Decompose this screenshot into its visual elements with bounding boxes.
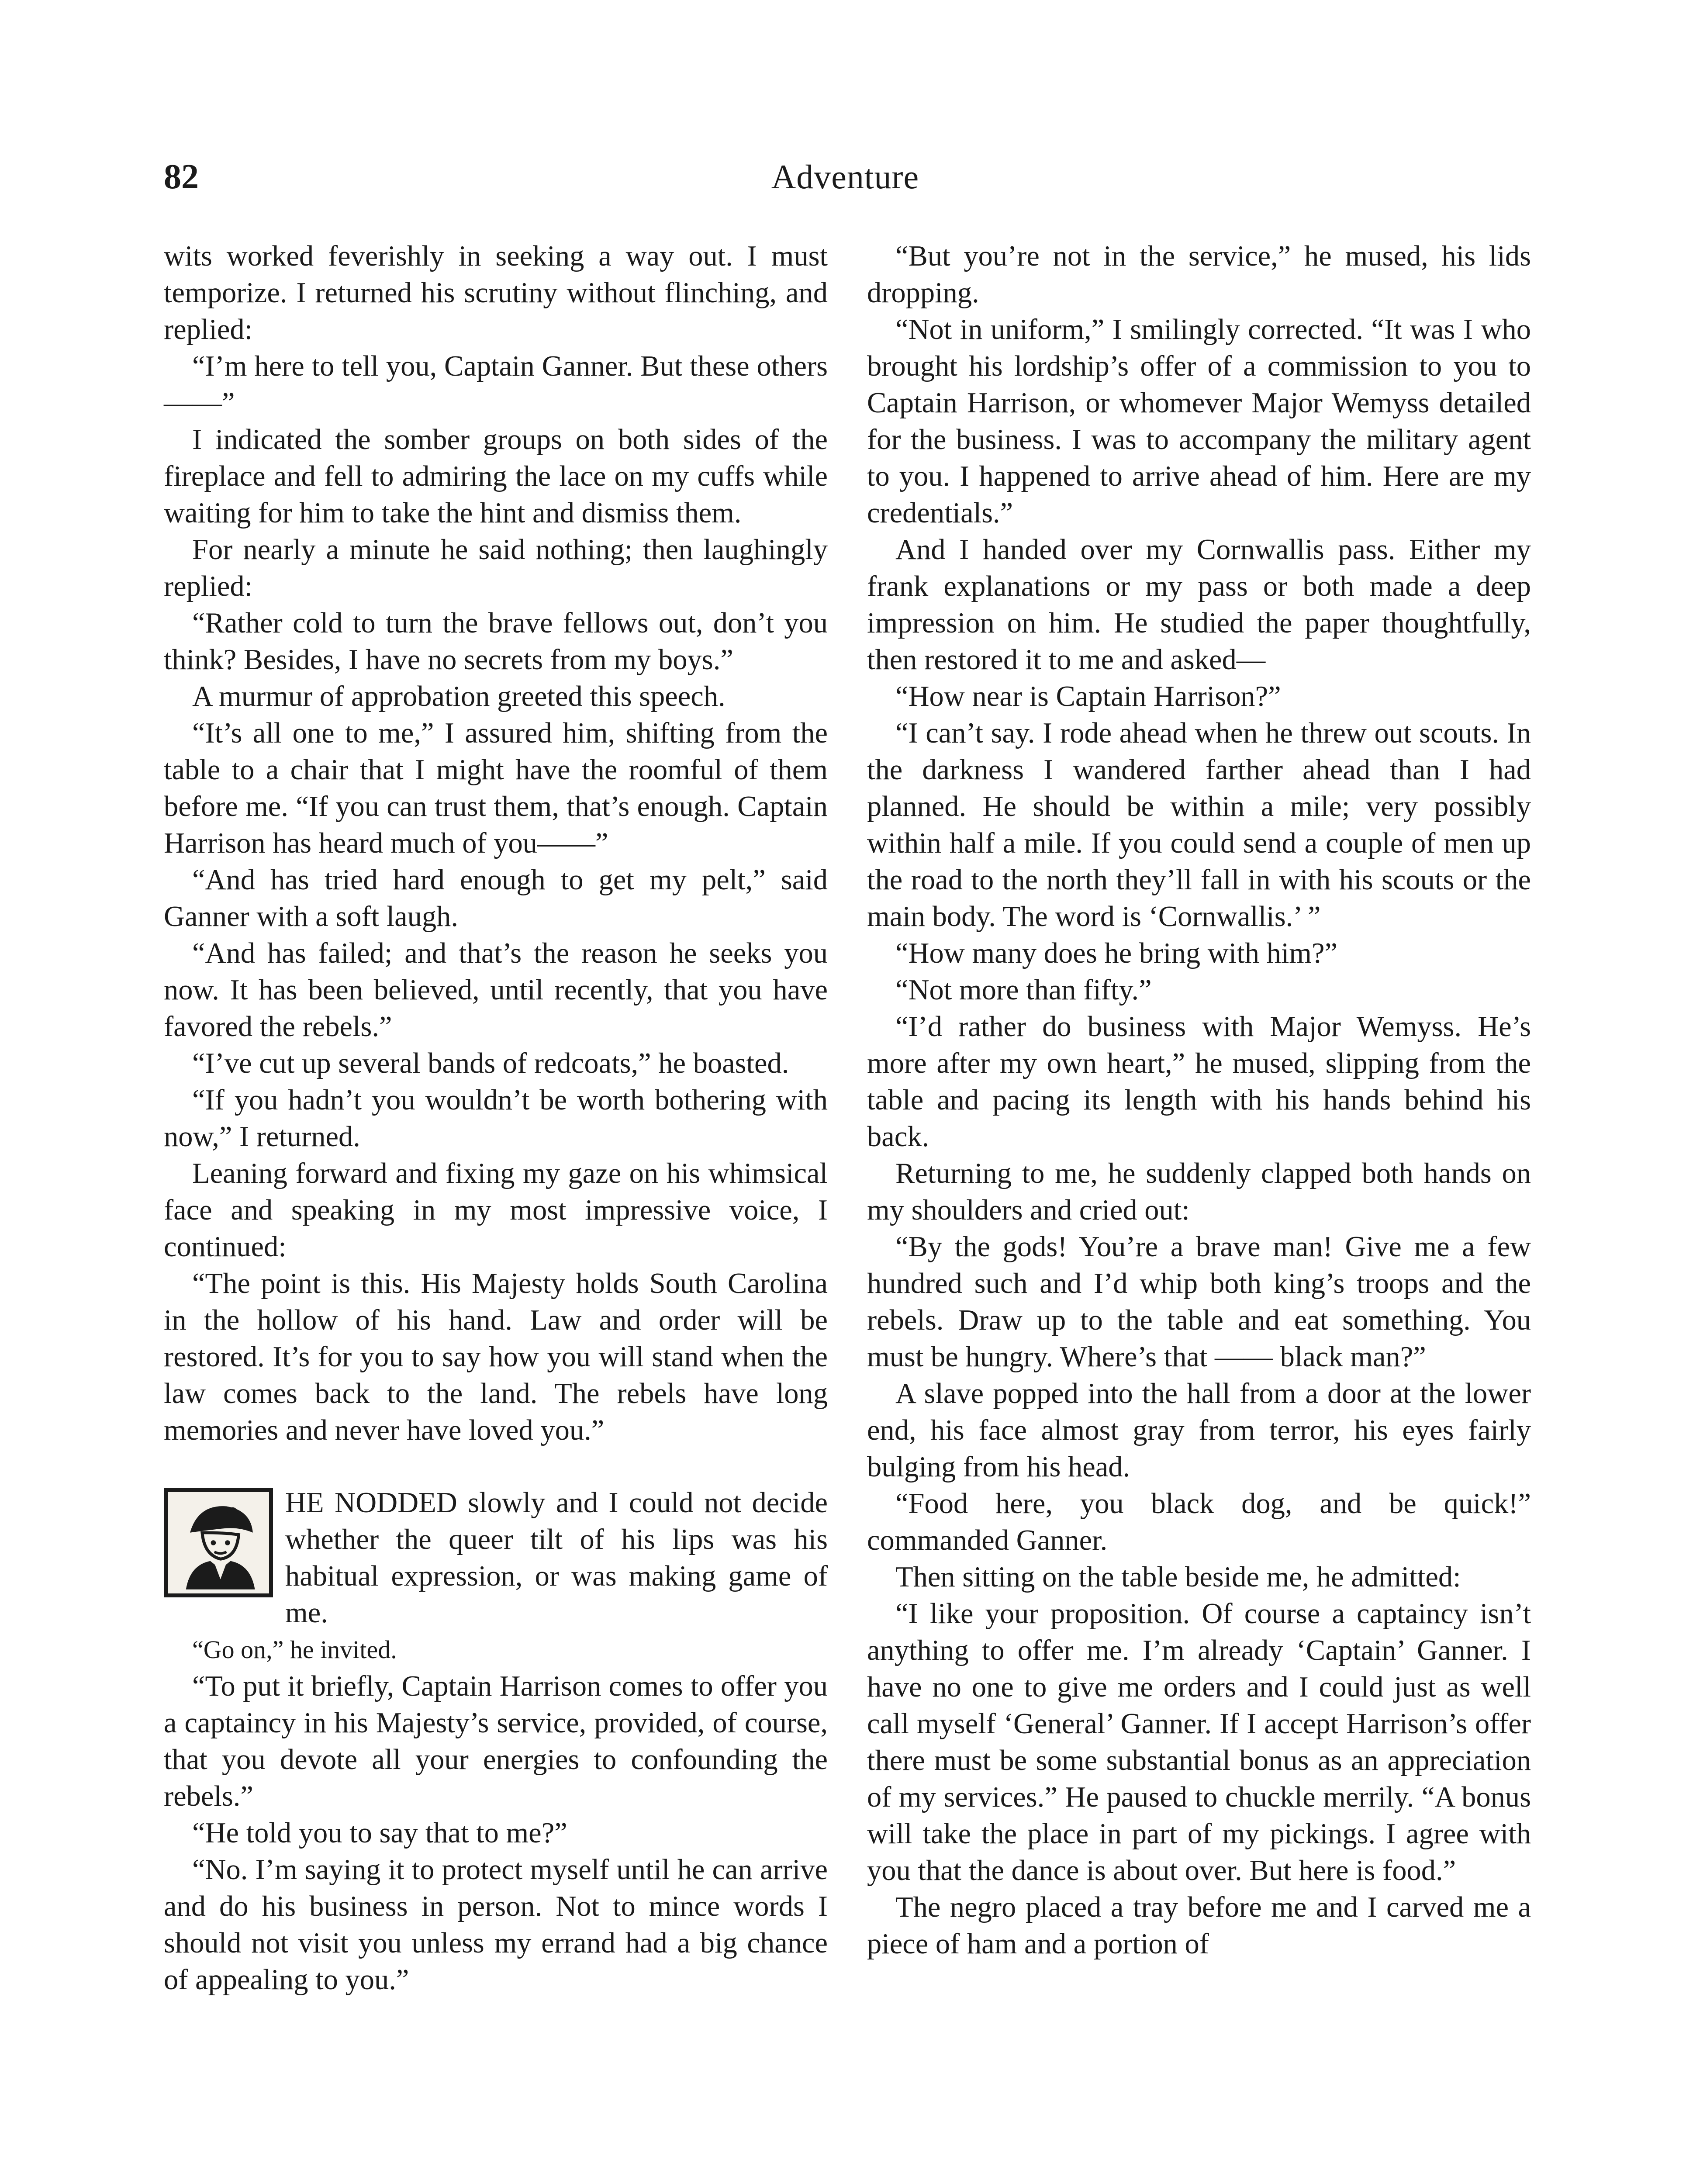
paragraph: A slave popped into the hall from a door at the lower end, his face almost gray from terror, his eyes fairly bulging from his head. — [867, 1378, 1531, 1483]
paragraph: “Go on,” he invited. — [192, 1635, 397, 1664]
paragraph: “I can’t say. I rode ahead when he threw out scouts. In the darkness I wandered farther ahead than I had planned. He should be within a mile; very possibly within half a mile. If you could send a couple of men up the road to the north they’ll fall in with his scouts or the main body. The word is ‘Cornwallis.’ ” — [867, 717, 1531, 933]
paragraph: wits worked feverishly in seeking a way out. I must temporize. I returned his scrutiny without flinching, and replied: — [164, 240, 828, 346]
paragraph: “And has tried hard enough to get my pelt,” said Ganner with a soft laugh. — [164, 864, 828, 933]
paragraph: “Rather cold to turn the brave fellows out, don’t you think? Besides, I have no secrets from my boys.” — [164, 607, 828, 676]
right-column — [867, 238, 1531, 1963]
section-break — [164, 1449, 828, 1485]
paragraph: “The point is this. His Majesty holds South Carolina in the hollow of his hand. Law and order will be restored. It’s for you to say how you will stand when the law comes back to the land. The rebels have long memories and never have loved you.” — [164, 1268, 828, 1446]
paragraph: The negro placed a tray before me and I carved me a piece of ham and a portion of — [867, 1891, 1531, 1960]
paragraph: Then sitting on the table beside me, he admitted: — [895, 1561, 1461, 1593]
paragraph: “I’d rather do business with Major Wemyss. He’s more after my own heart,” he mused, slipping from the table and pacing its length with his hands behind his back. — [867, 1011, 1531, 1153]
paragraph: “To put it briefly, Captain Harrison comes to offer you a captaincy in his Majesty’s service, provided, of course, that you devote all your energies to confounding the rebels.” — [164, 1670, 828, 1812]
paragraph: “But you’re not in the service,” he mused, his lids dropping. — [867, 240, 1531, 309]
paragraph: “I like your proposition. Of course a captaincy isn’t anything to offer me. I’m already ‘Captain’ Ganner. I have no one to give me orders and I could just as well call myself ‘General’ Ganner. If I accept Harrison’s offer there must be some substantial bonus as an appreciation of my services.” He paused to chuckle merrily. “A bonus will take the place in part of my pickings. I agree with you that the dance is about over. But here is food.” — [867, 1598, 1531, 1887]
magazine-title: Adventure — [771, 158, 919, 196]
paragraph: “How many does he bring with him?” — [895, 937, 1338, 969]
dropcap-paragraph-text: slowly and I could not decide whether the queer tilt of his lips was his habitual expression, or was making game of me. — [285, 1487, 828, 1629]
paragraph: “No. I’m saying it to protect myself until he can arrive and do his business in person. Not to mince words I should not visit you unless my errand had a big chance of appealing to you.” — [164, 1854, 828, 1996]
page-header — [164, 151, 1527, 212]
dropcap-paragraph — [164, 1485, 828, 1631]
left-column — [164, 238, 828, 1998]
paragraph: Leaning forward and fixing my gaze on his whimsical face and speaking in my most impressive voice, I continued: — [164, 1158, 828, 1263]
page-number: 82 — [164, 158, 199, 196]
paragraph: And I handed over my Cornwallis pass. Either my frank explanations or my pass or both made a deep impression on him. He studied the paper thoughtfully, then restored it to me and asked— — [867, 534, 1531, 676]
paragraph: Returning to me, he suddenly clapped both hands on my shoulders and cried out: — [867, 1158, 1531, 1226]
paragraph: A murmur of approbation greeted this speech. — [192, 681, 726, 712]
paragraph: “By the gods! You’re a brave man! Give me a few hundred such and I’d whip both king’s troops and the rebels. Draw up to the table and eat something. You must be hungry. Where’s that —— black man?” — [867, 1231, 1531, 1373]
paragraph: I indicated the somber groups on both sides of the fireplace and fell to admiring the lace on my cuffs while waiting for him to take the hint and dismiss them. — [164, 424, 828, 529]
dropcap-portrait-illustration — [164, 1488, 273, 1597]
paragraph: “If you hadn’t you wouldn’t be worth bothering with now,” I returned. — [164, 1084, 828, 1153]
paragraph: “I’ve cut up several bands of redcoats,” he boasted. — [192, 1047, 789, 1079]
paragraph: “How near is Captain Harrison?” — [895, 681, 1281, 712]
paragraph: “Food here, you black dog, and be quick!” commanded Ganner. — [867, 1488, 1531, 1556]
paragraph: “And has failed; and that’s the reason he seeks you now. It has been believed, until recently, that you have favored the rebels.” — [164, 937, 828, 1043]
dropcap-lead-in: HE NODDED — [285, 1487, 457, 1519]
paragraph: “I’m here to tell you, Captain Ganner. But these others——” — [164, 350, 828, 419]
paragraph: “He told you to say that to me?” — [192, 1817, 567, 1849]
paragraph: “Not more than fifty.” — [895, 974, 1152, 1006]
paragraph: For nearly a minute he said nothing; then laughingly replied: — [164, 534, 828, 602]
paragraph: “Not in uniform,” I smilingly corrected. “It was I who brought his lordship’s offer of a commission to you to Captain Harrison, or whomever Major Wemyss detailed for the business. I was to accompany the military agent to you. I happened to arrive ahead of him. Here are my credentials.” — [867, 314, 1531, 529]
paragraph: “It’s all one to me,” I assured him, shifting from the table to a chair that I might have the roomful of them before me. “If you can trust them, that’s enough. Captain Harrison has heard much of you——” — [164, 717, 828, 859]
